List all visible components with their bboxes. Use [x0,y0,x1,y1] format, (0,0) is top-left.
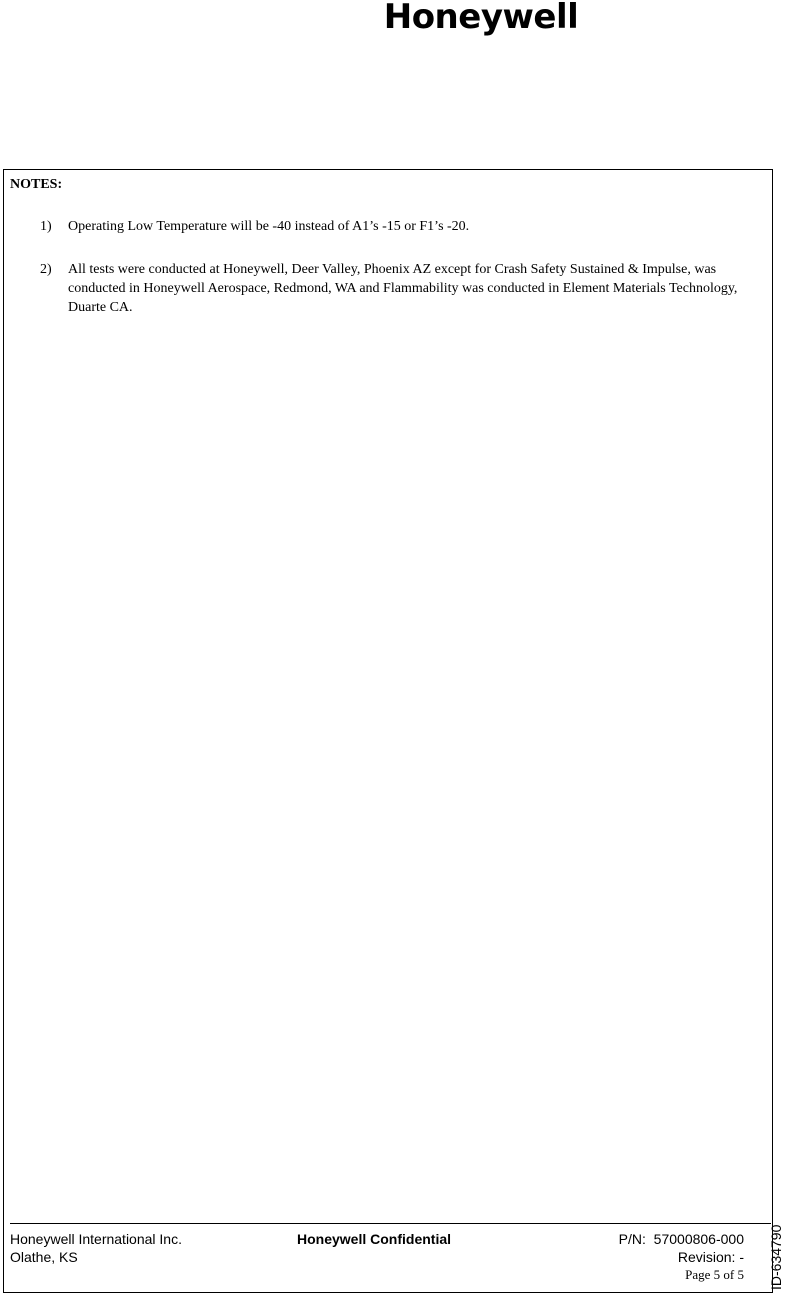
honeywell-logo: Honeywell [383,0,579,37]
note-text: Operating Low Temperature will be -40 instead of A1’s -15 or F1’s -20. [68,219,470,234]
footer-revision: Revision: - [677,1249,744,1265]
footer-part-number: P/N: 57000806-000 [618,1231,744,1247]
footer-divider [10,1223,771,1224]
document-id: ID-634790 [768,1224,784,1290]
note-number: 1) [40,219,52,234]
footer-confidential: Honeywell Confidential [297,1231,452,1247]
footer-location: Olathe, KS [10,1249,78,1265]
notes-title: NOTES: [10,177,63,192]
footer-page-number: Page 5 of 5 [685,1267,744,1282]
note-number: 2) [40,262,52,277]
footer-company: Honeywell International Inc. [10,1231,182,1247]
notes-frame [3,169,773,1293]
note-text: All tests were conducted at Honeywell, Deer Valley, Phoenix AZ except for Crash Safety Sustained & Impulse, was conducted in Honeywell Aerospace, Redmond, WA and Flammability was conducted in Element Materials Technology, Duarte CA. [68,262,738,315]
